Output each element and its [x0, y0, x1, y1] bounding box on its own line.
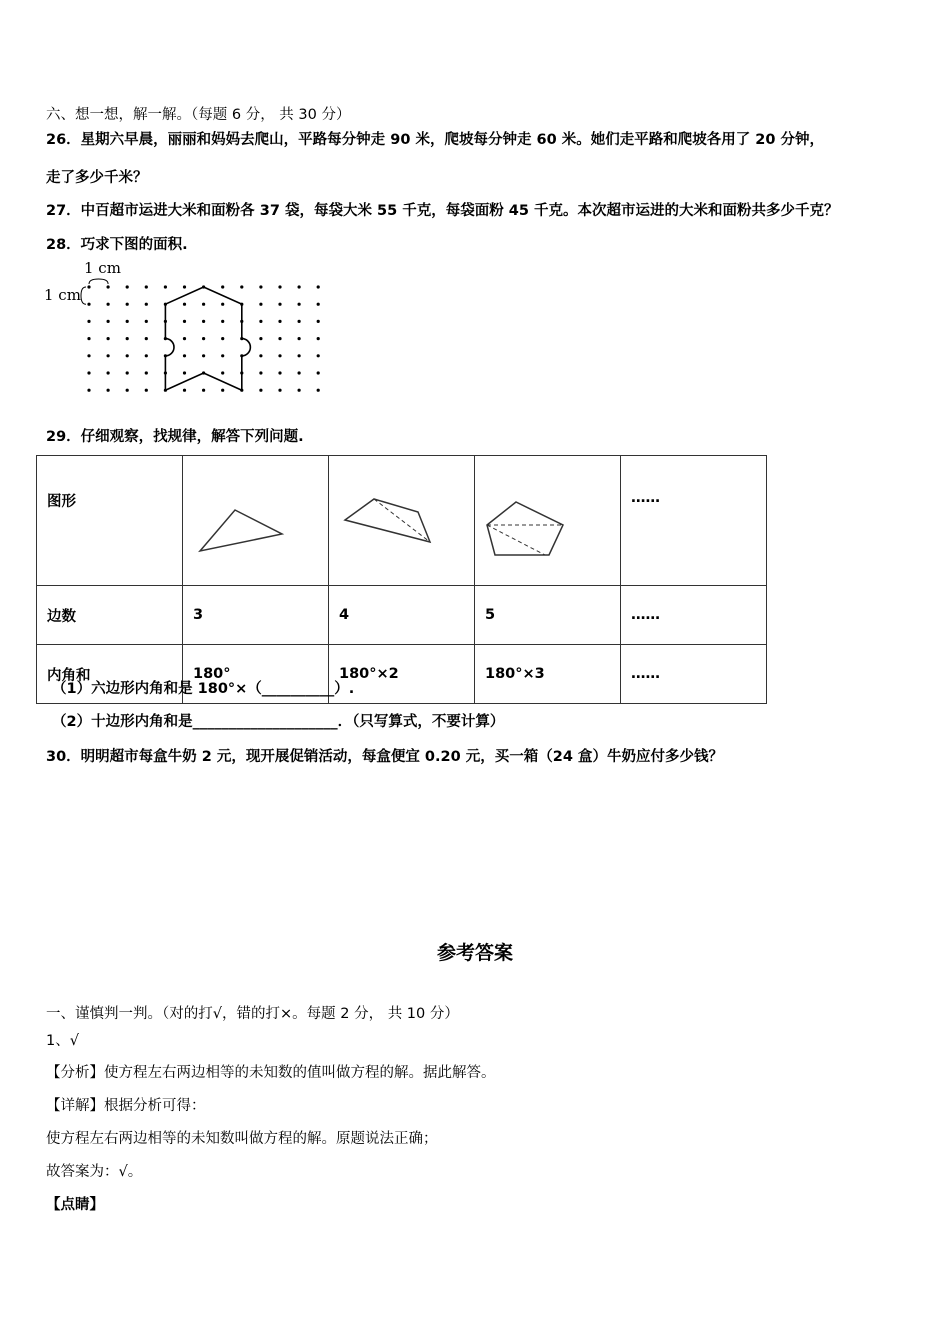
- answer-detail-text: 使方程左右两边相等的未知数叫做方程的解。原题说法正确；: [46, 1131, 438, 1147]
- grid-dot: [126, 303, 129, 306]
- grid-dot: [145, 303, 148, 306]
- unit-label-vertical: 1 cm: [44, 286, 81, 304]
- grid-dot: [145, 285, 148, 288]
- grid-dot: [107, 285, 110, 288]
- grid-dot: [259, 371, 262, 374]
- table-row: [37, 456, 767, 586]
- grid-dot: [317, 389, 320, 392]
- dot-grid-figure: [0, 0, 340, 400]
- grid-dot: [107, 371, 110, 374]
- row-header: 边数: [37, 586, 183, 645]
- table-cell: 180°×2: [329, 645, 475, 704]
- question-26-line1: 26．星期六早晨，丽丽和妈妈去爬山，平路每分钟走 90 米，爬坡每分钟走 60 米。她们走平路和爬坡各用了 20 分钟，: [46, 132, 824, 148]
- row-header: 图形: [37, 456, 183, 586]
- grid-dot: [240, 285, 243, 288]
- grid-dot: [259, 337, 262, 340]
- grid-dot: [145, 371, 148, 374]
- grid-dot: [87, 320, 90, 323]
- unit-brace: [81, 279, 108, 304]
- grid-dot: [87, 354, 90, 357]
- grid-dot: [317, 320, 320, 323]
- grid-dot: [126, 389, 129, 392]
- triangle-figure: [183, 456, 329, 586]
- grid-dot: [317, 337, 320, 340]
- grid-dot: [183, 303, 186, 306]
- unit-label-horizontal: 1 cm: [84, 259, 121, 277]
- table-cell: 180°: [183, 645, 329, 704]
- table-cell: ……: [621, 586, 767, 645]
- grid-dot: [202, 389, 205, 392]
- grid-dot: [298, 303, 301, 306]
- grid-dot: [259, 303, 262, 306]
- grid-dot: [202, 303, 205, 306]
- quadrilateral-figure: [329, 456, 475, 586]
- grid-dot: [221, 320, 224, 323]
- grid-dot: [183, 285, 186, 288]
- grid-dot: [183, 337, 186, 340]
- answers-title: 参考答案: [436, 942, 513, 964]
- grid-dot: [202, 337, 205, 340]
- table-cell: 3: [183, 586, 329, 645]
- grid-dot: [221, 389, 224, 392]
- grid-dot: [221, 337, 224, 340]
- grid-dot: [183, 371, 186, 374]
- grid-dot: [317, 285, 320, 288]
- grid-dot: [221, 354, 224, 357]
- grid-dot: [107, 389, 110, 392]
- grid-dot: [221, 285, 224, 288]
- grid-dot: [278, 354, 281, 357]
- answer-conclusion: 故答案为：√。: [46, 1164, 143, 1180]
- grid-dot: [126, 354, 129, 357]
- answer-analysis: 【分析】使方程左右两边相等的未知数的值叫做方程的解。据此解答。: [46, 1065, 496, 1081]
- grid-dot: [145, 337, 148, 340]
- grid-dot: [278, 389, 281, 392]
- grid-dot: [317, 303, 320, 306]
- grid-dot: [183, 389, 186, 392]
- grid-dot: [183, 320, 186, 323]
- answer-comment: 【点睛】: [46, 1197, 104, 1213]
- grid-dot: [278, 303, 281, 306]
- grid-dot: [259, 354, 262, 357]
- question-30: 30．明明超市每盒牛奶 2 元，现开展促销活动，每盒便宜 0.20 元，买一箱（24 盒）牛奶应付多少钱？: [46, 749, 723, 765]
- grid-dot: [259, 320, 262, 323]
- table-cell: 4: [329, 586, 475, 645]
- grid-dot: [298, 320, 301, 323]
- grid-dot: [259, 389, 262, 392]
- table-cell: 180°×3: [475, 645, 621, 704]
- grid-dot: [317, 354, 320, 357]
- grid-dot: [221, 303, 224, 306]
- grid-dot: [87, 337, 90, 340]
- section-6-heading: 六、想一想，解一解。（每题 6 分， 共 30 分）: [46, 107, 351, 123]
- grid-dot: [164, 285, 167, 288]
- grid-dot: [202, 320, 205, 323]
- row-header: 内角和: [37, 645, 183, 704]
- answers-section-1: 一、谨慎判一判。（对的打√，错的打×。每题 2 分， 共 10 分）: [46, 1006, 459, 1022]
- polygon-pattern-table: [36, 455, 767, 704]
- grid-dot: [298, 354, 301, 357]
- grid-dot: [298, 285, 301, 288]
- grid-dot: [278, 320, 281, 323]
- grid-dot: [87, 303, 90, 306]
- table-cell: 5: [475, 586, 621, 645]
- grid-dot: [126, 285, 129, 288]
- pentagon-figure: [475, 456, 621, 586]
- grid-dot: [298, 389, 301, 392]
- grid-dot: [221, 371, 224, 374]
- question-27: 27．中百超市运进大米和面粉各 37 袋，每袋大米 55 千克，每袋面粉 45 千克。本次超市运进的大米和面粉共多少千克？: [46, 203, 839, 219]
- answer-detail: 【详解】根据分析可得：: [46, 1098, 206, 1114]
- question-28: 28．巧求下图的面积.: [46, 237, 188, 253]
- grid-dot: [107, 354, 110, 357]
- grid-dot: [107, 303, 110, 306]
- grid-dot: [298, 371, 301, 374]
- grid-dot: [278, 285, 281, 288]
- grid-dot: [87, 371, 90, 374]
- grid-dot: [145, 389, 148, 392]
- grid-dot: [183, 354, 186, 357]
- grid-dot: [107, 337, 110, 340]
- question-29-sub2: （2）十边形内角和是____________________．（只写算式，不要计算）: [52, 714, 505, 730]
- grid-dot: [126, 337, 129, 340]
- ellipsis-cell: ……: [621, 456, 767, 586]
- grid-dot: [202, 354, 205, 357]
- grid-dot: [317, 371, 320, 374]
- question-29: 29．仔细观察，找规律，解答下列问题.: [46, 429, 304, 445]
- question-29-sub1: （1）六边形内角和是 180°×（__________）.: [52, 681, 355, 697]
- grid-dot: [145, 354, 148, 357]
- table-cell: ……: [621, 645, 767, 704]
- grid-dot: [107, 320, 110, 323]
- table-row: [37, 586, 767, 645]
- grid-dot: [298, 337, 301, 340]
- grid-dot: [278, 337, 281, 340]
- grid-dot: [278, 371, 281, 374]
- answer-item-1: 1、√: [46, 1033, 79, 1049]
- question-26-line2: 走了多少千米？: [46, 170, 148, 186]
- grid-dot: [145, 320, 148, 323]
- grid-dot: [259, 285, 262, 288]
- composite-shape-outline: [165, 287, 250, 390]
- grid-dot: [87, 285, 90, 288]
- grid-dot: [87, 389, 90, 392]
- grid-dot: [126, 320, 129, 323]
- grid-dot: [126, 371, 129, 374]
